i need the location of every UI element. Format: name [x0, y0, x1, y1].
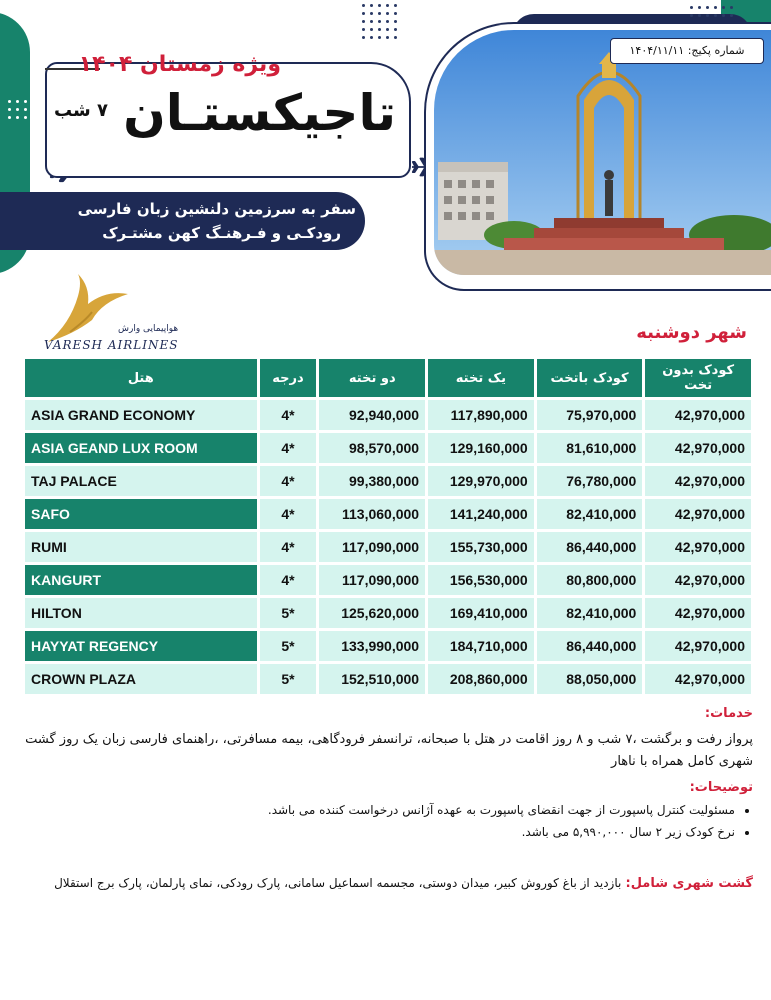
price-child-nobed: 42,970,000 [645, 631, 751, 661]
price-child-nobed: 42,970,000 [645, 664, 751, 694]
hotel-name: ASIA GRAND ECONOMY [25, 400, 257, 430]
tour-title: گشت شهری شامل: [625, 876, 753, 891]
col-grade: درجه [260, 359, 317, 397]
price-double: 117,090,000 [319, 532, 425, 562]
price-double: 99,380,000 [319, 466, 425, 496]
table-row [25, 631, 751, 661]
price-child-nobed: 42,970,000 [645, 565, 751, 595]
nights-label: ۷ شب [54, 100, 109, 121]
price-single: 129,970,000 [428, 466, 534, 496]
price-double: 152,510,000 [319, 664, 425, 694]
price-double: 117,090,000 [319, 565, 425, 595]
services-line-2: شهری کامل همراه با ناهار [611, 754, 753, 769]
price-single: 208,860,000 [428, 664, 534, 694]
hotel-name: CROWN PLAZA [25, 664, 257, 694]
price-child-nobed: 42,970,000 [645, 466, 751, 496]
hotel-name: ASIA GEAND LUX ROOM [25, 433, 257, 463]
notes-title: توضیحات: [689, 780, 753, 795]
price-child-bed: 81,610,000 [537, 433, 643, 463]
price-single: 169,410,000 [428, 598, 534, 628]
hotel-grade: 4* [260, 466, 317, 496]
city-title: شهر دوشنبه [636, 322, 747, 343]
country-title: تاجیکستـان [123, 84, 396, 142]
hotel-grade: 4* [260, 400, 317, 430]
price-double: 92,940,000 [319, 400, 425, 430]
price-single: 141,240,000 [428, 499, 534, 529]
price-child-bed: 82,410,000 [537, 598, 643, 628]
list-item: • نرخ کودک زیر ۲ سال ۵,۹۹۰,۰۰۰ می باشد. [13, 825, 735, 839]
table-header-row [25, 359, 751, 397]
price-child-nobed: 42,970,000 [645, 499, 751, 529]
col-double: دو تخته [319, 359, 425, 397]
table-row [25, 664, 751, 694]
hotel-grade: 5* [260, 631, 317, 661]
airline-name-fa: هواپیمایی وارش [118, 324, 179, 334]
notes-list [13, 803, 753, 839]
table-row [25, 433, 751, 463]
price-double: 98,570,000 [319, 433, 425, 463]
price-single: 184,710,000 [428, 631, 534, 661]
price-child-nobed: 42,970,000 [645, 598, 751, 628]
hotel-name: RUMI [25, 532, 257, 562]
season-title: ویژه زمستان ۱۴۰۴ [78, 52, 281, 77]
price-child-bed: 86,440,000 [537, 631, 643, 661]
price-double: 133,990,000 [319, 631, 425, 661]
price-child-nobed: 42,970,000 [645, 433, 751, 463]
hotel-grade: 5* [260, 598, 317, 628]
price-child-bed: 80,800,000 [537, 565, 643, 595]
services-section [13, 706, 753, 773]
table-row [25, 598, 751, 628]
monument-photo [434, 30, 771, 275]
services-title: خدمات: [704, 706, 753, 721]
price-double: 113,060,000 [319, 499, 425, 529]
list-item: • مسئولیت کنترل پاسپورت از جهت انقضای پاسپورت به عهده آژانس درخواست کننده می باشد. [13, 803, 735, 817]
price-single: 129,160,000 [428, 433, 534, 463]
table-row [25, 499, 751, 529]
hotel-name: HILTON [25, 598, 257, 628]
decor-dots-left [8, 100, 35, 119]
hotel-name: HAYYAT REGENCY [25, 631, 257, 661]
hotel-grade: 5* [260, 664, 317, 694]
table-row [25, 466, 751, 496]
price-double: 125,620,000 [319, 598, 425, 628]
notes-section [13, 780, 753, 847]
table-row [25, 532, 751, 562]
price-child-nobed: 42,970,000 [645, 532, 751, 562]
col-hotel: هتل [25, 359, 257, 397]
hotel-grade: 4* [260, 565, 317, 595]
col-child-nobed: کودک بدون تخت [645, 359, 751, 397]
price-child-bed: 75,970,000 [537, 400, 643, 430]
hotel-grade: 4* [260, 499, 317, 529]
price-child-bed: 88,050,000 [537, 664, 643, 694]
price-child-nobed: 42,970,000 [645, 400, 751, 430]
col-child-bed: کودک باتخت [537, 359, 643, 397]
tour-section [13, 876, 753, 891]
hotel-name: TAJ PALACE [25, 466, 257, 496]
slogan-line-1: سفر به سرزمین دلنشین زبان فارسی [77, 200, 356, 218]
table-row [25, 565, 751, 595]
package-label: شماره پکیج: [687, 44, 745, 57]
services-line-1: پرواز رفت و برگشت ،۷ شب و ۸ روز اقامت در هتل با صبحانه، ترانسفر فرودگاهی، بیمه مسافرتی، ،راهنمای فارسی زبان یک روز گشت [25, 732, 753, 747]
price-table [22, 356, 754, 697]
col-single: یک تخته [428, 359, 534, 397]
tour-text: بازدید از باغ کوروش کبیر، میدان دوستی، مجسمه اسماعیل سامانی، پارک رودکی، نمای پارلمان، پارک برج استقلال [54, 876, 622, 890]
price-single: 155,730,000 [428, 532, 534, 562]
price-single: 156,530,000 [428, 565, 534, 595]
price-child-bed: 76,780,000 [537, 466, 643, 496]
package-badge [610, 38, 764, 64]
slogan-line-2: رودکـی و فـرهنـگ کهن مشتـرک [102, 224, 341, 242]
hotel-grade: 4* [260, 433, 317, 463]
hotel-name: SAFO [25, 499, 257, 529]
hotel-grade: 4* [260, 532, 317, 562]
decor-dots-top [362, 4, 397, 39]
hotel-name: KANGURT [25, 565, 257, 595]
price-single: 117,890,000 [428, 400, 534, 430]
price-child-bed: 86,440,000 [537, 532, 643, 562]
table-row [25, 400, 751, 430]
package-number: ۱۴۰۴/۱۱/۱۱ [629, 44, 685, 57]
airline-name-en: VARESH AIRLINES [44, 338, 179, 352]
price-child-bed: 82,410,000 [537, 499, 643, 529]
